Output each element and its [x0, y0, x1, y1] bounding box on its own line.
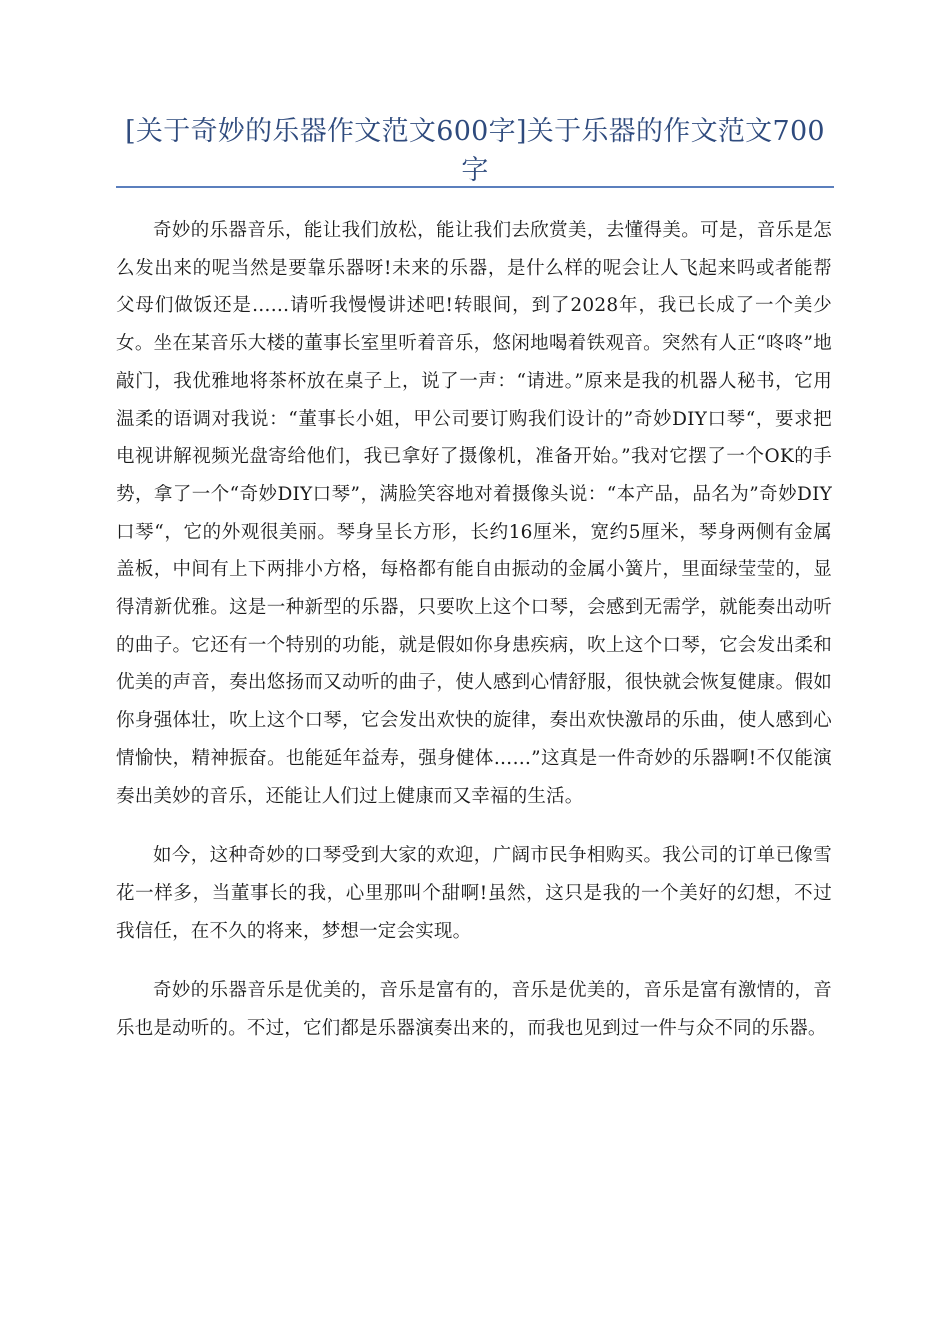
title-block	[116, 112, 834, 190]
paragraph-3: 奇妙的乐器音乐是优美的，音乐是富有的，音乐是优美的，音乐是富有激情的，音乐也是动听的。不过，它们都是乐器演奏出来的，而我也见到过一件与众不同的乐器。	[116, 980, 832, 1040]
paragraph-2: 如今，这种奇妙的口琴受到大家的欢迎，广阔市民争相购买。我公司的订单已像雪花一样多，当董事长的我，心里那叫个甜啊!虽然，这只是我的一个美好的幻想，不过我信任，在不久的将来，梦想一定会实现。	[116, 845, 832, 942]
paragraph-1: 奇妙的乐器音乐，能让我们放松，能让我们去欣赏美，去懂得美。可是，音乐是怎么发出来的呢当然是要靠乐器呀!未来的乐器，是什么样的呢会让人飞起来吗或者能帮父母们做饭还是……请听我慢慢讲述吧!转眼间，到了2028年，我已长成了一个美少女。坐在某音乐大楼的董事长室里听着音乐，悠闲地喝着铁观音。突然有人正“咚咚”地敲门，我优雅地将茶杯放在桌子上，说了一声：“请进。”原来是我的机器人秘书，它用温柔的语调对我说：“董事长小姐，甲公司要订购我们设计的”奇妙DIY口琴“，要求把电视讲解视频光盘寄给他们，我已拿好了摄像机，准备开始。”我对它摆了一个OK的手势，拿了一个“奇妙DIY口琴”，满脸笑容地对着摄像头说：“本产品，品名为”奇妙DIY口琴“，它的外观很美丽。琴身呈长方形，长约16厘米，宽约5厘米，琴身两侧有金属盖板，中间有上下两排小方格，每格都有能自由振动的金属小簧片，里面绿莹莹的，显得清新优雅。这是一种新型的乐器，只要吹上这个口琴，会感到无需学，就能奏出动听的曲子。它还有一个特别的功能，就是假如你身患疾病，吹上这个口琴，它会发出柔和优美的声音，奏出悠扬而又动听的曲子，使人感到心情舒服，很快就会恢复健康。假如你身强体壮，吹上这个口琴，它会发出欢快的旋律，奏出欢快激昂的乐曲，使人感到心情愉快，精神振奋。也能延年益寿，强身健体……”这真是一件奇妙的乐器啊!不仅能演奏出美妙的音乐，还能让人们过上健康而又幸福的生活。	[116, 220, 832, 807]
page-title: [关于奇妙的乐器作文范文600字]关于乐器的作文范文700字	[125, 116, 825, 186]
article-body	[116, 212, 832, 1070]
title-underline-divider	[116, 186, 834, 188]
